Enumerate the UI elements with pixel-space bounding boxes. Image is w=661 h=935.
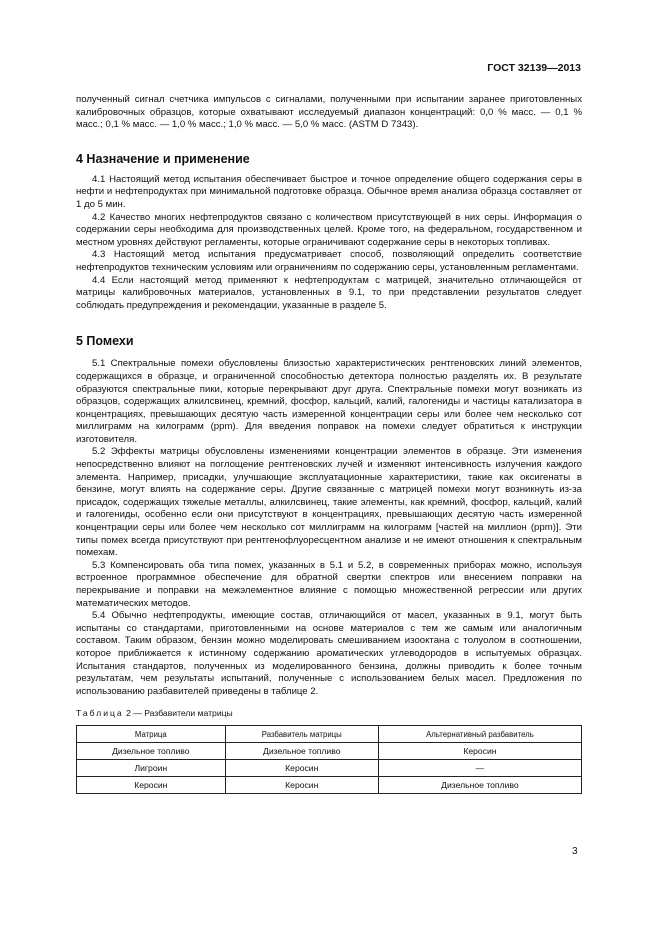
table-cell: Керосин xyxy=(225,760,378,777)
intro-paragraph: полученный сигнал счетчика импульсов с сигналами, полученными при испытании заранее приготовленных калибровочных образцов, которые охватывают исследуемый диапазон концентраций: 0,0 % масс. — 0,1 % масс.; 0,1 % масс. — 1,0 % масс.; 1,0 % масс. — 5,0 % масс. (ASTM D 7343). xyxy=(76,94,582,131)
table-cell: Керосин xyxy=(77,777,226,794)
paragraph-4-2: 4.2 Качество многих нефтепродуктов связано с количеством присутствующей в них серы. Информация о содержании серы необходима для производственных целей. Кроме того, на федеральном, государственном и местном уровнях действуют регламенты, которые ограничивают содержание серы в некоторых топливах. xyxy=(76,211,582,248)
paragraph-5-2: 5.2 Эффекты матрицы обусловлены изменениями концентрации элементов в образце. Эти изменения непосредственно влияют на поглощение рентгеновских лучей и изменяют интенсивность излучения каждого элемента. Например, присадки, улучшающие эксплуатационные характеристики, такие как оксигенаты в бензине, могут влиять на содержание серы. Другие связанные с матрицей помехи могут возникнуть из-за присадок, содержащих тяжелые металлы, алкилсвинец, такие элементы, как кремний, фосфор, кальций, калий и галогениды, особенно если они присутствуют в концентрациях, превышающих десятую часть измеренной концентрации серы или более чем несколько сот миллиграмм на килограмм [частей на миллион (ppm)]. Эти типы помех всегда присутствуют при рентгенофлуоресцентном анализе и не имеют отношения к спектральным помехам. xyxy=(76,446,582,559)
table-caption-text: 2 — Разбавители матрицы xyxy=(123,708,233,719)
paragraph-4-1: 4.1 Настоящий метод испытания обеспечивает быстрое и точное определение общего содержания серы в нефти и нефтепродуктах при минимальной подготовке образца. Обычное время анализа образца составляет от 1 до 5 мин. xyxy=(76,173,582,210)
table-cell: — xyxy=(378,760,581,777)
table-cell: Дизельное топливо xyxy=(378,777,581,794)
paragraph-5-3: 5.3 Компенсировать оба типа помех, указанных в 5.1 и 5.2, в современных приборах можно, используя встроенное программное обеспечение для обратной свертки спектров или внесением поправки на перекрывание и поправки на межэлементное влияние с помощью множественной регрессии или других математических методов. xyxy=(76,559,582,609)
header-cell: Разбавитель матрицы xyxy=(225,726,378,743)
table-row xyxy=(77,760,582,777)
table-cell: Лигроин xyxy=(77,760,226,777)
table-caption-prefix: Таблица xyxy=(76,708,124,719)
header-cell: Матрица xyxy=(77,726,226,743)
paragraph-5-1: 5.1 Спектральные помехи обусловлены близостью характеристических рентгеновских линий элементов, содержащихся в образце, и ограниченной способностью детектора полностью разделять их. В результате образуются спектральные пики, которые перекрывают друг друга. Спектральные помехи могут возникать из образцов, содержащих алкилсвинец, кремний, фосфор, кальций, калий, галогениды и частицы катализатора в концентрациях, превышающих десятую часть измеренной концентрации серы или более чем несколько сот миллиграмм на килограмм (ppm). Для введения поправок на помехи следует обратиться к инструкции изготовителя. xyxy=(76,358,582,445)
table-cell: Дизельное топливо xyxy=(225,743,378,760)
table-cell: Дизельное топливо xyxy=(77,743,226,760)
section-4-heading: 4 Назначение и применение xyxy=(76,151,250,166)
paragraph-4-3: 4.3 Настоящий метод испытания предусматривает способ, позволяющий определить соответствие нефтепродуктов техническим условиям или ограничениям по содержанию серы, установленным регламентами. xyxy=(76,249,582,273)
paragraph-5-4: 5.4 Обычно нефтепродукты, имеющие состав, отличающийся от масел, указанных в 9.1, могут быть испытаны со стандартами, приготовленными на основе материалов с тем же самым или аналогичным составом. Таким образом, бензин можно моделировать смешиванием изооктана с толуолом в соотношении, которое приближается к истинному содержанию ароматических углеводородов в испытуемых образцах. Испытания стандартов, полученных из моделированного бензина, должны приводить к более точным результатам, чем результаты испытаний, полученные с использованием белых масел. Предложения по использованию разбавителей приведены в таблице 2. xyxy=(76,610,582,697)
table-row xyxy=(77,777,582,794)
table-header-row xyxy=(77,726,582,743)
table-cell: Керосин xyxy=(225,777,378,794)
page-content xyxy=(76,94,582,794)
section-5-heading: 5 Помехи xyxy=(76,334,134,349)
table-cell: Керосин xyxy=(378,743,581,760)
header-cell: Альтернативный разбавитель xyxy=(378,726,581,743)
table-caption xyxy=(76,708,582,718)
paragraph-4-4: 4.4 Если настоящий метод применяют к нефтепродуктам с матрицей, значительно отличающейся от матрицы калибровочных материалов, установленных в 9.1, то при представлении результатов следует соблюдать предупреждения и рекомендации, указанные в разделе 5. xyxy=(76,274,582,311)
table-row xyxy=(77,743,582,760)
doc-code-header: ГОСТ 32139—2013 xyxy=(487,62,581,74)
diluents-table xyxy=(76,725,582,794)
page-number: 3 xyxy=(572,846,578,857)
